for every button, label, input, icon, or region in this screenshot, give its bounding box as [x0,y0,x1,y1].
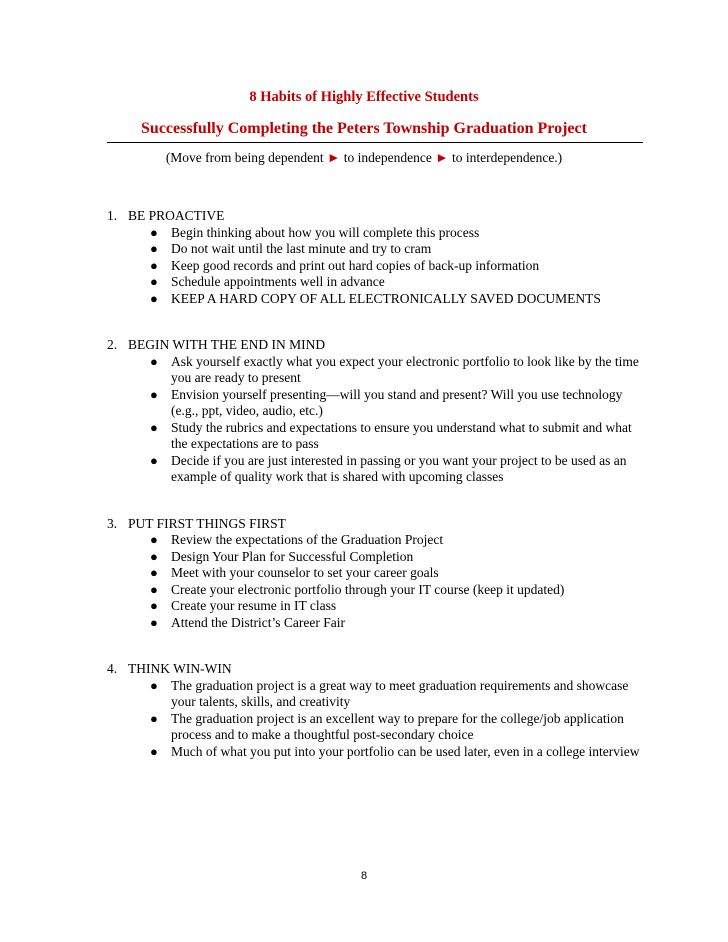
list-item-text: Design Your Plan for Successful Completion [171,548,414,564]
bullet-icon: ● [150,710,158,726]
list-item [107,711,647,744]
section-title: PUT FIRST THINGS FIRST [128,515,286,531]
bullet-list [107,354,647,486]
list-item [107,258,647,275]
list-item [107,532,647,549]
list-item-text: The graduation project is an excellent way to prepare for the college/job application process and to make a thoughtful post-secondary choice [171,710,624,742]
section-number: 1. [107,208,118,223]
bullet-icon: ● [150,743,158,759]
list-item [107,678,647,711]
habit-section-4 [107,661,647,760]
section-number: 2. [107,337,118,352]
list-item-text: Schedule appointments well in advance [171,274,385,289]
list-item [107,291,647,308]
list-item-text: Keep good records and print out hard copies of back-up information [171,257,540,273]
arrow-right-icon: ► [327,150,341,165]
bullet-icon: ● [150,598,158,613]
list-item-text: Study the rubrics and expectations to ensure you understand what to submit and what the expectations are to pass [171,419,632,451]
list-item-text: Create your resume in IT class [171,598,337,613]
section-title: BE PROACTIVE [128,208,225,223]
list-item-text: The graduation project is a great way to meet graduation requirements and showcase your talents, skills, and creativity [171,677,629,709]
list-item [107,241,647,258]
section-heading [107,516,647,533]
bullet-icon: ● [150,614,158,630]
list-item [107,549,647,566]
habit-section-1 [107,208,647,307]
list-item [107,598,647,615]
arrow-right-icon: ► [435,150,449,165]
page-subtitle: Successfully Completing the Peters Township Graduation Project [141,120,587,137]
list-item-text: Begin thinking about how you will complete this process [171,224,480,240]
list-item [107,582,647,599]
list-item-text: Much of what you put into your portfolio can be used later, even in a college interview [171,743,640,759]
list-item [107,615,647,632]
bullet-icon: ● [150,386,158,402]
title-divider [107,142,643,143]
list-item [107,354,647,387]
bullet-icon: ● [150,353,158,369]
bullet-icon: ● [150,290,158,306]
habit-section-2 [107,337,647,486]
section-number: 4. [107,661,118,676]
tagline-part-3: to interdependence.) [451,150,563,165]
list-item-text: Envision yourself presenting—will you stand and present? Will you use technology (e.g., ppt, video, audio, etc.) [171,386,623,418]
section-heading [107,208,647,225]
list-item-text: KEEP A HARD COPY OF ALL ELECTRONICALLY SAVED DOCUMENTS [171,290,601,306]
bullet-icon: ● [150,419,158,435]
tagline-part-1: (Move from being dependent [165,150,324,165]
list-item-text: Ask yourself exactly what you expect your electronic portfolio to look like by the time you are ready to present [171,353,639,385]
section-title: BEGIN WITH THE END IN MIND [128,337,326,352]
bullet-icon: ● [150,224,158,240]
section-heading [107,661,647,678]
section-title: THINK WIN-WIN [128,661,232,676]
tagline [0,149,728,166]
list-item-text: Meet with your counselor to set your career goals [171,565,439,580]
bullet-icon: ● [150,581,158,597]
bullet-list [107,678,647,761]
list-item [107,387,647,420]
section-number: 3. [107,515,118,531]
bullet-icon: ● [150,548,158,564]
bullet-icon: ● [150,257,158,273]
bullet-list [107,532,647,631]
bullet-icon: ● [150,532,158,547]
page-title: 8 Habits of Highly Effective Students [249,89,479,105]
habits-list [107,208,647,790]
bullet-icon: ● [150,241,158,256]
list-item [107,744,647,761]
list-item-text: Do not wait until the last minute and try to cram [171,241,432,256]
tagline-part-2: to independence [343,150,432,165]
page-number: 8 [360,870,368,882]
bullet-icon: ● [150,677,158,693]
list-item [107,274,647,291]
bullet-icon: ● [150,274,158,289]
list-item [107,565,647,582]
bullet-icon: ● [150,565,158,580]
list-item-text: Review the expectations of the Graduation Project [171,532,444,547]
list-item-text: Create your electronic portfolio through your IT course (keep it updated) [171,581,565,597]
section-heading [107,337,647,354]
list-item-text: Decide if you are just interested in passing or you want your project to be used as an example of quality work that is shared with upcoming classes [171,452,627,484]
list-item [107,420,647,453]
list-item [107,225,647,242]
list-item-text: Attend the District’s Career Fair [171,614,345,630]
bullet-icon: ● [150,452,158,468]
list-item [107,453,647,486]
habit-section-3 [107,516,647,632]
bullet-list [107,225,647,308]
